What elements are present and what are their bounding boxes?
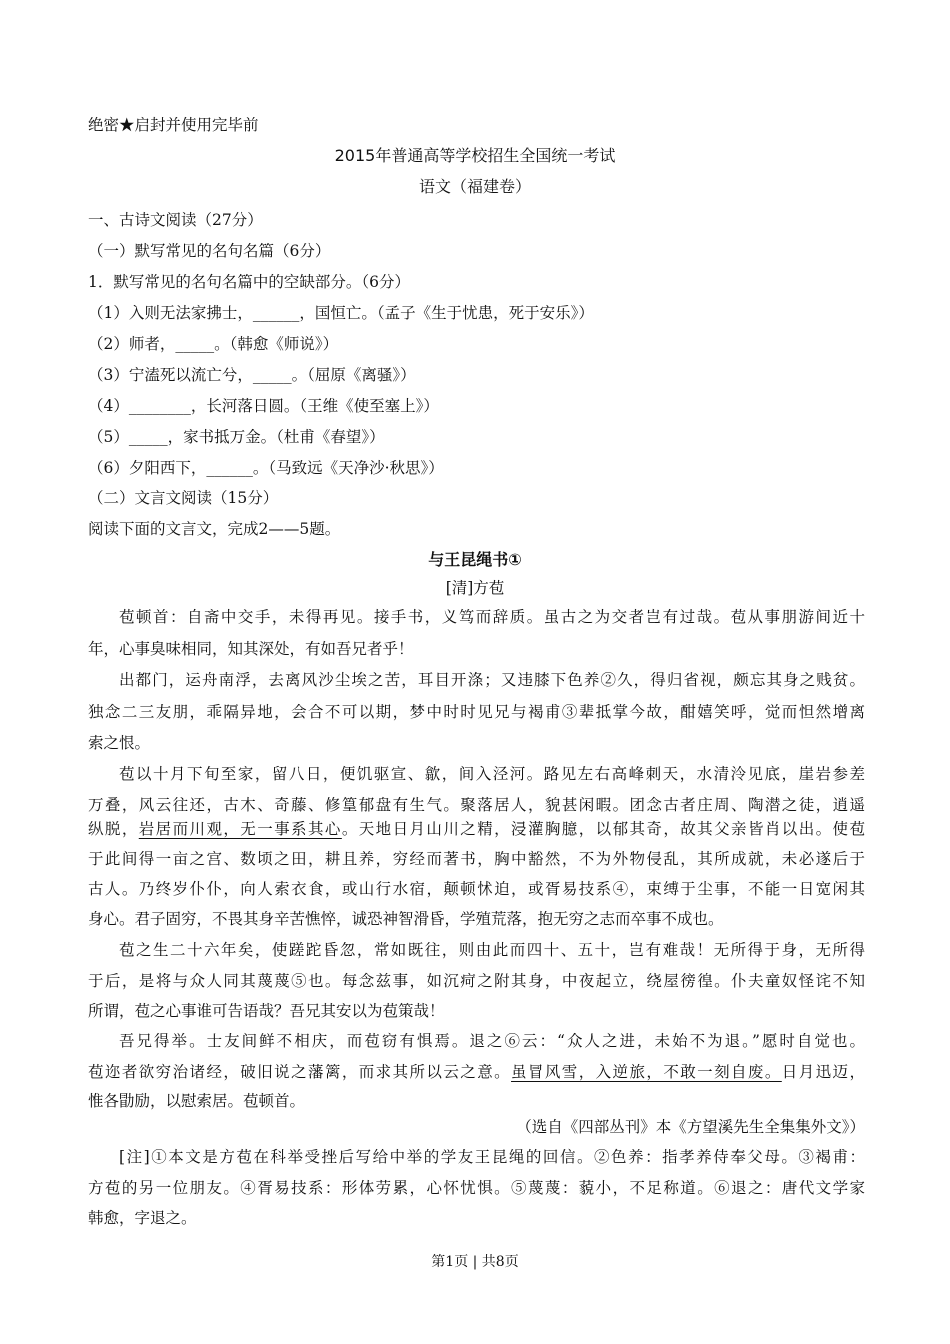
confidential-notice: 绝密★启封并使用完毕前 (88, 116, 259, 134)
note-line: 韩愈，字退之。 (88, 1209, 197, 1227)
text-segment: 日月迅迈， (781, 1063, 865, 1081)
passage-line: 古人。乃终岁仆仆，向人索衣食，或山行水宿，颠顿怵迫，或胥易技系④，束缚于尘事，不能一日宽闲其 (88, 880, 865, 898)
underlined-sentence: 虽冒风雪，入逆旅，不敢一刻自废。 (511, 1063, 782, 1081)
question-1: 1．默写常见的名句名篇中的空缺部分。（6分） (88, 273, 410, 291)
passage-line: 于后，是将与众人同其蔑蔑⑤也。每念兹事，如沉疴之附其身，中夜起立，绕屋徬徨。仆夫童奴怪诧不知 (88, 972, 865, 990)
part2-heading: （二）文言文阅读（15分） (88, 489, 279, 507)
part1-heading: （一）默写常见的名句名篇（6分） (88, 242, 331, 260)
reading-instruction: 阅读下面的文言文，完成2——5题。 (88, 520, 341, 538)
passage-line: 苞之生二十六年矣，使蹉跎昏忽，常如既往，则由此而四十、五十，岂有难哉！无所得于身，无所得 (119, 941, 865, 959)
passage-source: （选自《四部丛刊》本《方望溪先生全集集外文》） (516, 1118, 865, 1136)
passage-line: 出都门，运舟南浮，去离风沙尘埃之苦，耳目开涤；又违膝下色养②久，得归省视，颇忘其身之贱贫。 (119, 671, 865, 689)
text-segment: 纵脱， (88, 820, 139, 838)
passage-line: 苞顿首：自斋中交手，未得再见。接手书，义笃而辞质。虽古之为交者岂有过哉。苞从事朋游间近十 (119, 608, 865, 626)
text-segment: 。天地日月山川之精，浸灌胸臆，以郁其奇，故其父亲皆肖以出。使苞 (341, 820, 865, 838)
passage-line: 独念二三友朋，乖隔异地，会合不可以期，梦中时时见兄与褐甫③辈抵掌今故，酣嬉笑呼，觉而怛然增离 (88, 703, 865, 721)
passage-line (88, 818, 865, 840)
text-segment: 苞迩者欲穷治诸经，破旧说之藩篱，而求其所以云之意。 (88, 1063, 512, 1081)
fill-item: （3）宁溘死以流亡兮，_____。（屈原《离骚》） (88, 366, 416, 384)
passage-line: 万叠，风云往还，古木、奇藤、修篁郁盘有生气。聚落居人，貌甚闲暇。团念古者庄周、陶潜之徒，逍遥 (88, 796, 865, 814)
fill-item: （2）师者，_____。（韩愈《师说》） (88, 335, 339, 353)
passage-line: 惟各勖励，以慰索居。苞顿首。 (88, 1092, 306, 1110)
passage-line (88, 1061, 865, 1083)
passage-title: 与王昆绳书① (428, 550, 522, 569)
section-heading: 一、古诗文阅读（27分） (88, 211, 263, 229)
fill-item: （4）________，长河落日圆。（王维《使至塞上》） (88, 397, 439, 415)
passage-line: 苞以十月下旬至家，留八日，便饥驱宣、歙，间入泾河。路见左右高峰刺天，水清泠见底，崖岩参差 (119, 765, 865, 783)
passage-line: 吾兄得举。士友间鲜不相庆，而苞窃有惧焉。退之⑥云：“众人之进，未始不为退。”愿时自觉也。 (119, 1032, 865, 1050)
passage-line: 索之恨。 (88, 734, 151, 752)
page-number: 第1页 | 共8页 (431, 1254, 519, 1270)
passage-line: 身心。君子固穷，不畏其身辛苦憔悴，诚恐神智滑昏，学殖荒落，抱无穷之志而卒事不成也。 (88, 910, 724, 928)
fill-item: （5）_____，家书抵万金。（杜甫《春望》） (88, 428, 385, 446)
passage-line: 于此间得一亩之宫、数顷之田，耕且养，穷经而著书，胸中豁然，不为外物侵乱，其所成就，未必遂后于 (88, 850, 865, 868)
fill-item: （6）夕阳西下，______。（马致远《天净沙·秋思》） (88, 459, 444, 477)
passage-author: [清]方苞 (445, 579, 505, 597)
exam-title: 2015年普通高等学校招生全国统一考试 (334, 146, 616, 165)
underlined-sentence: 岩居而川观，无一事系其心 (138, 820, 342, 838)
note-line: [注]①本文是方苞在科举受挫后写给中举的学友王昆绳的回信。②色养：指孝养侍奉父母。③褐甫： (119, 1148, 865, 1166)
fill-item: （1）入则无法家拂士，______，国恒亡。（孟子《生于忧患，死于安乐》） (88, 304, 594, 322)
subject-title: 语文（福建卷） (418, 177, 531, 196)
passage-line: 年，心事臭味相同，知其深处，有如吾兄者乎！ (88, 640, 414, 658)
passage-line: 所谓，苞之心事谁可告语哉？吾兄其安以为苞策哉！ (88, 1002, 445, 1020)
note-line: 方苞的另一位朋友。④胥易技系：形体劳累，心怀忧惧。⑤蔑蔑：藐小，不足称道。⑥退之：唐代文学家 (88, 1179, 865, 1197)
